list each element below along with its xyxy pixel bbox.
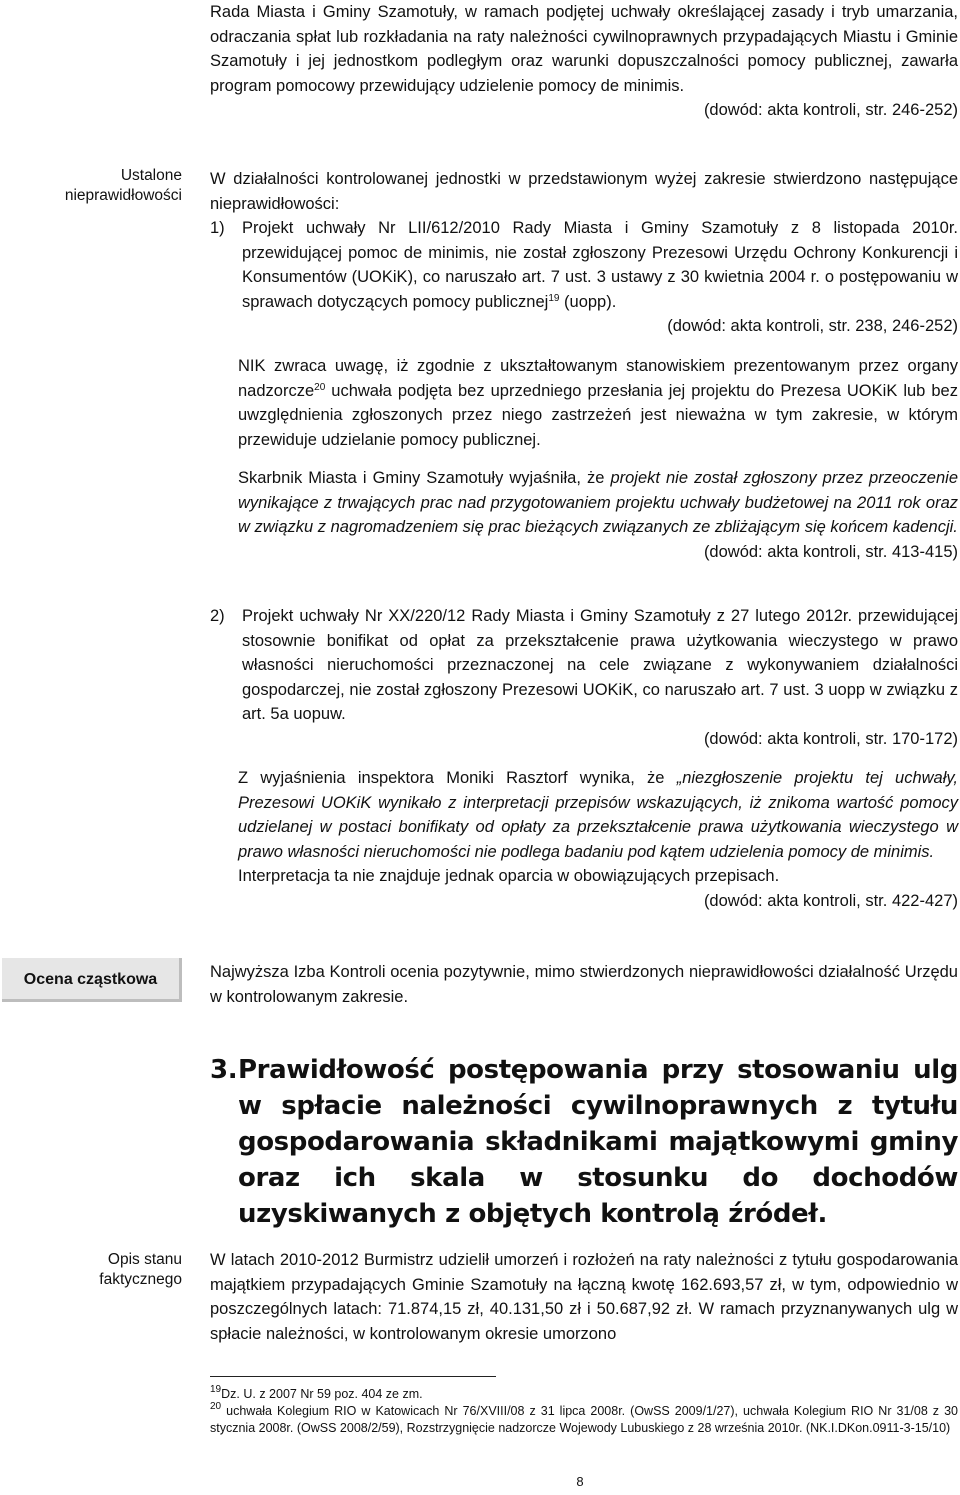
footnote-ref: 19 — [548, 292, 560, 304]
item-number: 1) — [210, 219, 225, 237]
evidence-note: (dowód: akta kontroli, str. 246-252) — [703, 101, 958, 119]
footnote-text: Dz. U. z 2007 Nr 59 poz. 404 ze zm. — [221, 1387, 423, 1401]
side-label-line: Ustalone — [120, 167, 182, 184]
item-number: 2) — [210, 607, 225, 625]
section-heading — [210, 1052, 958, 1232]
irregularity-item-2 — [210, 604, 958, 751]
section-paragraph — [210, 1248, 958, 1346]
evidence-note: (dowód: akta kontroli, str. 413-415) — [703, 542, 958, 561]
item-text-end: (uopp). — [559, 292, 617, 311]
footnote-text: uchwała Kolegium RIO w Katowicach Nr 76/XVIII/08 z 31 lipca 2008r. (OwSS 2009/1/27), uchwała Kolegium RIO Nr 31/08 z 30 stycznia 2008r. (OwSS 2008/2/59), Rozstrzygnięcie nadzorcze Wojewody Lubuskiego z 28 września 2010r. (NK.I.DKon.0911-3-15/10) — [210, 1404, 958, 1435]
intro-text: Rada Miasta i Gminy Szamotuły, w ramach podjętej uchwały określającej zasady i tryb umarzania, odraczania spłat lub rozkładania na raty należności cywilnoprawnych przypadających Miastu i Gminie Szamotuły i jej jednostkom podległym oraz warunki dopuszczalności pomocy publicznej, zawarła program pomocowy przewidujący udzielenie pomocy de minimis. — [210, 3, 958, 95]
explanation-quote: projekt nie został zgłoszony przez przeoczenie wynikające z trwających prac nad przygotowaniem projektu uchwały budżetowej na 2011 rok oraz w związku z nagromadzeniem się prac bieżących związanych ze zbliżającym się końcem kadencji. — [238, 469, 958, 536]
partial-assessment-label: Ocena cząstkowa — [2, 958, 182, 1002]
explanation-quote: „niezgłoszenie projektu tej uchwały, Prezesowi UOKiK wynikało z interpretacji przepisów wskazujących, iż znikoma wartość pomocy udzielanej w postaci bonifikaty od opłaty za przekształcenie prawa użytkowania wieczystego w prawo własności nieruchomości nie podlega badaniu pod kątem udzielenia pomocy de minimis. — [238, 769, 959, 861]
footnote-ref: 20 — [314, 381, 326, 393]
footnote — [210, 1403, 958, 1436]
nik-note-text-end: uchwała podjęta bez uprzedniego przesłania jej projektu do Prezesa UOKiK lub bez uwzględnienia zgłoszonych przez niego zastrzeżeń jest nieważna w tym zakresie, w którym przewiduje udzielanie pomocy publicznej. — [238, 381, 958, 449]
assessment-paragraph — [210, 960, 958, 1009]
section-number: 3. — [210, 1055, 238, 1085]
explanation-lead: Skarbnik Miasta i Gminy Szamotuły wyjaśniła, że — [238, 469, 611, 487]
intro-paragraph — [210, 0, 958, 123]
irregularities-intro-text: W działalności kontrolowanej jednostki w przedstawionym wyżej zakresie stwierdzono następujące nieprawidłowości: — [210, 170, 958, 213]
evidence-note: (dowód: akta kontroli, str. 170-172) — [703, 729, 958, 748]
nik-note-text: NIK zwraca uwagę, iż zgodnie z ukształtowanym stanowiskiem prezentowanym przez organy nadzorcze — [238, 357, 958, 400]
section-paragraph-text: W latach 2010-2012 Burmistrz udzielił umorzeń i rozłożeń na raty należności z tytułu gospodarowania majątkiem przypadających Gminie Szamotuły na łączną kwotę 162.693,57 zł, w tym, odpowiednio w poszczególnych latach: 71.874,15 zł, 40.131,50 zł i 50.687,92 zł. W ramach przyznanywanych ulg w spłacie należności, w kontrolowanym okresie umorzono — [210, 1251, 958, 1343]
footnote-divider — [210, 1376, 496, 1377]
evidence-note: (dowód: akta kontroli, str. 238, 246-252) — [667, 317, 958, 335]
footnote — [210, 1386, 958, 1403]
irregularities-intro — [210, 167, 958, 216]
inspector-explanation — [238, 766, 958, 913]
footnote-number: 20 — [210, 1401, 222, 1412]
side-label-irregularities — [0, 166, 182, 206]
interpretation-note: Interpretacja ta nie znajduje jednak oparcia w obowiązujących przepisach. — [238, 867, 780, 885]
treasurer-explanation — [238, 466, 958, 564]
side-label-line: faktycznego — [99, 1271, 182, 1288]
explanation-lead: Z wyjaśnienia inspektora Moniki Rasztorf wynika, że — [238, 769, 677, 787]
irregularity-item-1 — [210, 216, 958, 339]
side-label-line: nieprawidłowości — [64, 187, 182, 204]
side-label-facts — [0, 1250, 182, 1290]
item-text: Projekt uchwały Nr LII/612/2010 Rady Miasta i Gminy Szamotuły z 8 listopada 2010r. przewidującej pomoc de minimis, nie został zgłoszony Prezesowi Urzędu Ochrony Konkurencji i Konsumentów (UOKiK), co naruszało art. 7 ust. 3 ustawy z 30 kwietnia 2004 r. o postępowaniu w sprawach dotyczących pomocy publicznej — [242, 219, 958, 311]
page-number: 8 — [576, 1474, 584, 1489]
side-label-line: Opis stanu — [107, 1251, 182, 1268]
section-title: Prawidłowość postępowania przy stosowaniu ulg w spłacie należności cywilnoprawnych z tytułu gospodarowania składnikami majątkowymi gminy oraz ich skala w stosunku do dochodów uzyskiwanych z objętych kontrolą źródeł. — [238, 1055, 958, 1229]
item-text: Projekt uchwały Nr XX/220/12 Rady Miasta i Gminy Szamotuły z 27 lutego 2012r. przewidującej stosownie bonifikat od opłat za przekształcenie prawa użytkowania wieczystego w prawo własności nieruchomości przeznaczonej na cele związane z wykonywaniem działalności gospodarczej, nie został zgłoszony Prezesowi UOKiK, co naruszało art. 7 ust. 3 uopp w związku z art. 5a uopuw. — [242, 607, 958, 723]
evidence-note: (dowód: akta kontroli, str. 422-427) — [703, 891, 958, 910]
nik-note — [238, 354, 958, 452]
assessment-text: Najwyższa Izba Kontroli ocenia pozytywnie, mimo stwierdzonych nieprawidłowości działalność Urzędu w kontrolowanym zakresie. — [210, 963, 958, 1006]
footnote-number: 19 — [210, 1384, 222, 1395]
